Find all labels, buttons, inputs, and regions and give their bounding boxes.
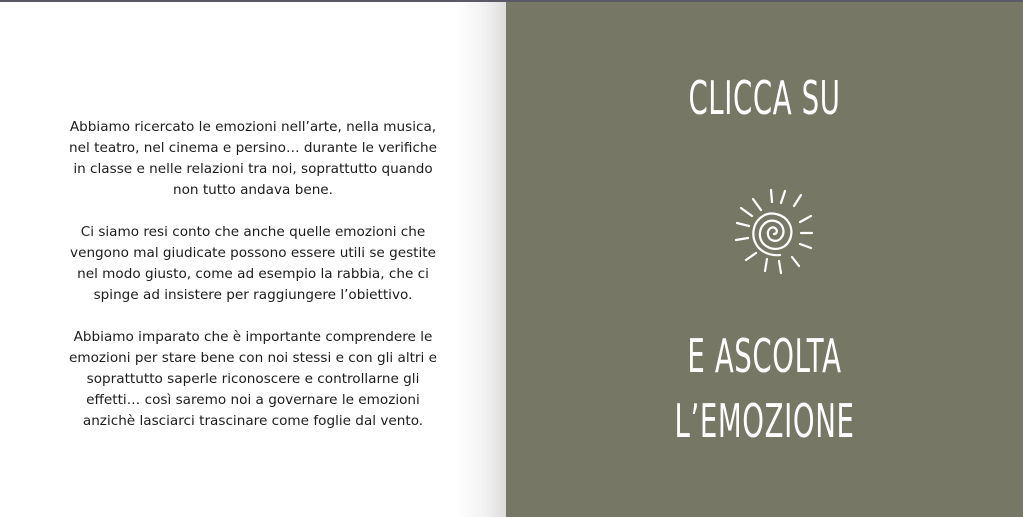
listen-heading-line2: L’EMOZIONE: [674, 394, 855, 448]
paragraph-3: Abbiamo imparato che è importante comprendere le emozioni per stare bene con noi stessi e con gli altri e soprattutto saperle riconoscere e controllarne gli effetti… così saremo noi a governare le emozioni anzichè lasciarci trascinare come foglie dal vento.: [69, 329, 437, 429]
right-page: [506, 2, 1023, 517]
click-instruction-heading: CLICCA SU: [688, 71, 841, 125]
sun-spiral-icon[interactable]: [719, 178, 829, 288]
listen-heading-line1: E ASCOLTA: [687, 329, 842, 383]
paragraph-2: Ci siamo resi conto che anche quelle emozioni che vengono mal giudicate possono essere utili se gestite nel modo giusto, come ad esempio la rabbia, che ci spinge ad insistere per raggiungere l’obiettivo.: [70, 224, 436, 303]
paragraph-1: Abbiamo ricercato le emozioni nell’arte, nella musica, nel teatro, nel cinema e persino… durante le verifiche in classe e nelle relazioni tra noi, soprattutto quando non tutto andava bene.: [69, 119, 437, 198]
text-block: [68, 117, 438, 453]
left-page: [0, 2, 506, 517]
